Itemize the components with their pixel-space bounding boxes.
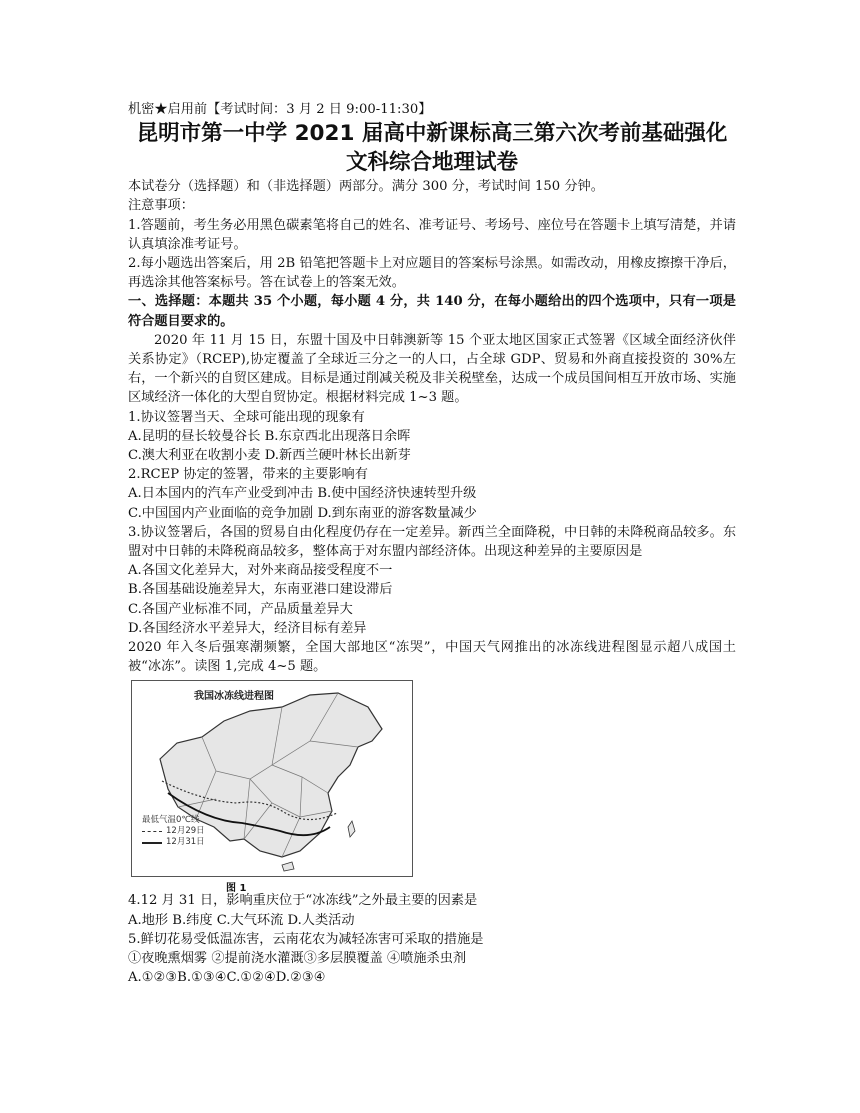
legend-row-solid xyxy=(142,837,205,848)
question-4-stem: 4.12 月 31 日，影响重庆位于“冰冻线”之外最主要的因素是 xyxy=(128,893,478,909)
question-3-option-b: B.各国基础设施差异大，东南亚港口建设滞后 xyxy=(128,582,393,598)
notice-heading: 注意事项： xyxy=(128,198,194,214)
solid-line-swatch xyxy=(142,842,162,844)
legend-dotted-label: 12月29日 xyxy=(166,826,205,837)
question-4-options: A.地形 B.纬度 C.大气环流 D.人类活动 xyxy=(128,912,355,928)
question-5-options: A.①②③B.①③④C.①②④D.②③④ xyxy=(128,970,326,986)
exam-page xyxy=(128,100,736,988)
figure-caption: 图 1 xyxy=(226,883,247,895)
question-1-options-cd: C.澳大利亚在收割小麦 D.新西兰硬叶林长出新芽 xyxy=(128,448,411,464)
taiwan-island xyxy=(348,821,355,837)
question-5-measures: ①夜晚熏烟雾 ②提前浇水灌溉③多层膜覆盖 ④喷施杀虫剂 xyxy=(128,951,467,967)
question-2-options-cd: C.中国国内产业面临的竞争加剧 D.到东南亚的游客数量减少 xyxy=(128,505,477,521)
question-3-option-d: D.各国经济水平差异大，经济目标有差异 xyxy=(128,620,367,636)
legend-row-dotted xyxy=(142,826,205,837)
exam-intro: 本试卷分（选择题）和（非选择题）两部分。满分 300 分，考试时间 150 分钟。 xyxy=(128,179,604,195)
question-2-options-ab: A.日本国内的汽车产业受到冲击 B.使中国经济快速转型升级 xyxy=(128,486,477,502)
question-2-stem: 2.RCEP 协定的签署，带来的主要影响有 xyxy=(128,467,368,483)
legend-title: 最低气温0℃线 xyxy=(142,815,200,826)
question-5-stem: 5.鲜切花易受低温冻害，云南花农为减轻冻害可采取的措施是 xyxy=(128,931,484,947)
question-3-option-c: C.各国产业标准不同，产品质量差异大 xyxy=(128,601,353,617)
dotted-line-swatch xyxy=(142,831,162,832)
question-1-stem: 1.协议签署当天、全球可能出现的现象有 xyxy=(128,409,365,425)
notice-item-1: 1.答题前，考生务必用黑色碳素笔将自己的姓名、准考证号、考场号、座位号在答题卡上填写清楚，并请认真填涂准考证号。 xyxy=(128,217,736,252)
notice-item-2: 2.每小题选出答案后，用 2B 铅笔把答题卡上对应题目的答案标号涂黑。如需改动，用橡皮擦擦干净后，再选涂其他答案标号。答在试卷上的答案无效。 xyxy=(128,256,736,291)
exam-title-line1: 昆明市第一中学 2021 届高中新课标高三第六次考前基础强化 xyxy=(136,121,728,147)
question-3-stem: 3.协议签署后，各国的贸易自由化程度仍存在一定差异。新西兰全面降税，中日韩的未降税商品较多。东盟对中日韩的未降税商品较多，整体高于对东盟内部经济体。出现这种差异的主要原因是 xyxy=(128,524,736,560)
china-freeze-line-map xyxy=(131,680,413,877)
passage-freeze-line: 2020 年入冬后强寒潮频繁，全国大部地区“冻哭”，中国天气网推出的冰冻线进程图显示超八成国土被“冰冻”。读图 1,完成 4~5 题。 xyxy=(128,640,736,675)
legend-solid-label: 12月31日 xyxy=(166,837,205,848)
question-3-option-a: A.各国文化差异大，对外来商品接受程度不一 xyxy=(128,563,393,579)
section-heading: 一、选择题：本题共 35 个小题，每小题 4 分，共 140 分，在每小题给出的四个选项中，只有一项是符合题目要求的。 xyxy=(128,294,736,329)
map-title: 我国冰冻线进程图 xyxy=(194,691,274,703)
map-legend xyxy=(142,815,205,848)
confidential-header: 机密★启用前【考试时间：3 月 2 日 9:00-11:30】 xyxy=(128,102,432,117)
question-1-options-ab: A.昆明的昼长较曼谷长 B.东京西北出现落日余晖 xyxy=(128,428,411,444)
exam-title-line2: 文科综合地理试卷 xyxy=(345,150,518,176)
passage-rcep: 2020 年 11 月 15 日，东盟十国及中日韩澳新等 15 个亚太地区国家正式签署《区域全面经济伙伴关系协定》（RCEP),协定覆盖了全球近三分之一的人口，占全球 GDP、贸易和外商直接投资的 30%左右，一个新兴的自贸区建成。目标是通过削减关税及非关税壁垒，达成一个成员国间相互开放市场、实施区域经济一体化的大型自贸协定。根据材料完成 1~3 题。 xyxy=(128,332,736,406)
hainan-island xyxy=(282,862,294,871)
